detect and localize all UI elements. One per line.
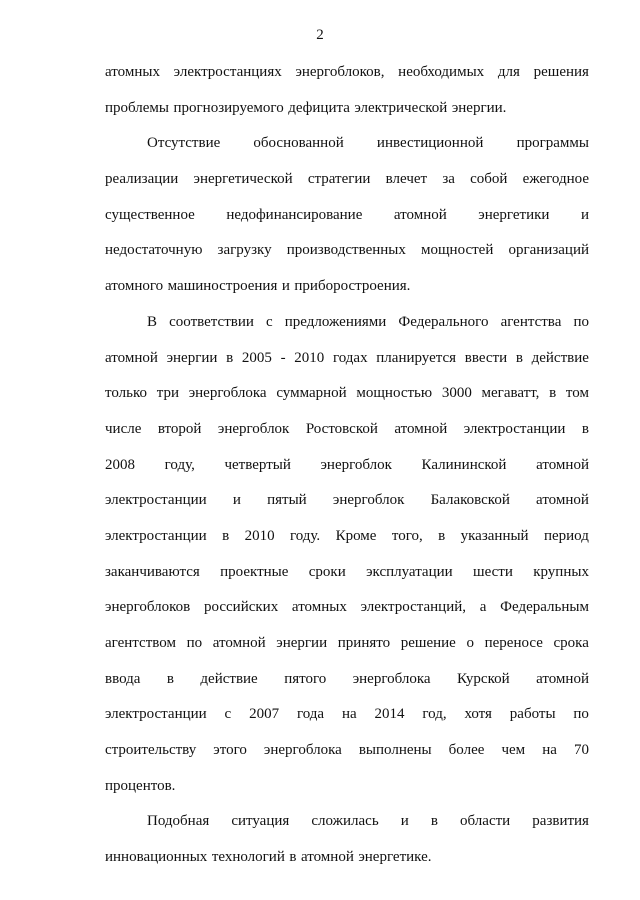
text-line: Подобная ситуация сложилась и в области развития <box>147 813 589 830</box>
text-line: процентов. <box>105 777 176 794</box>
text-line: электростанции и пятый энергоблок Балаковской атомной <box>105 492 589 509</box>
text-line: Отсутствие обоснованной инвестиционной программы <box>147 135 589 152</box>
text-line: энергоблоков российских атомных электростанций, а Федеральным <box>105 599 589 616</box>
text-line: недостаточную загрузку производственных мощностей организаций <box>105 242 589 259</box>
text-line: агентством по атомной энергии принято решение о переносе срока <box>105 635 589 651</box>
text-line: атомной энергии в 2005 - 2010 годах планируется ввести в действие <box>105 349 589 366</box>
paragraph <box>105 126 589 304</box>
text-line: только три энергоблока суммарной мощностью 3000 мегаватт, в том <box>105 385 589 402</box>
text-line: инновационных технологий в атомной энергетике. <box>105 849 432 866</box>
document-body <box>105 55 589 876</box>
paragraph <box>105 804 589 875</box>
text-line: существенное недофинансирование атомной энергетики и <box>105 206 589 223</box>
paragraph <box>105 305 589 805</box>
text-line: ввода в действие пятого энергоблока Курской атомной <box>105 670 589 687</box>
text-line: проблемы прогнозируемого дефицита электрической энергии. <box>105 99 507 116</box>
text-line: числе второй энергоблок Ростовской атомной электростанции в <box>105 420 589 437</box>
text-line: электростанции в 2010 году. Кроме того, в указанный период <box>105 527 589 544</box>
text-line: электростанции с 2007 года на 2014 год, хотя работы по <box>105 706 589 723</box>
paragraph <box>105 55 589 126</box>
text-line: 2008 году, четвертый энергоблок Калининской атомной <box>105 456 589 473</box>
text-line: строительству этого энергоблока выполнены более чем на 70 <box>105 742 589 759</box>
text-line: атомных электростанциях энергоблоков, необходимых для решения <box>105 64 589 80</box>
text-line: реализации энергетической стратегии влечет за собой ежегодное <box>105 171 589 188</box>
text-line: заканчиваются проектные сроки эксплуатации шести крупных <box>105 563 589 580</box>
page-number: 2 <box>316 27 324 43</box>
text-line: атомного машиностроения и приборостроения. <box>105 278 411 295</box>
text-line: В соответствии с предложениями Федерального агентства по <box>147 313 589 330</box>
